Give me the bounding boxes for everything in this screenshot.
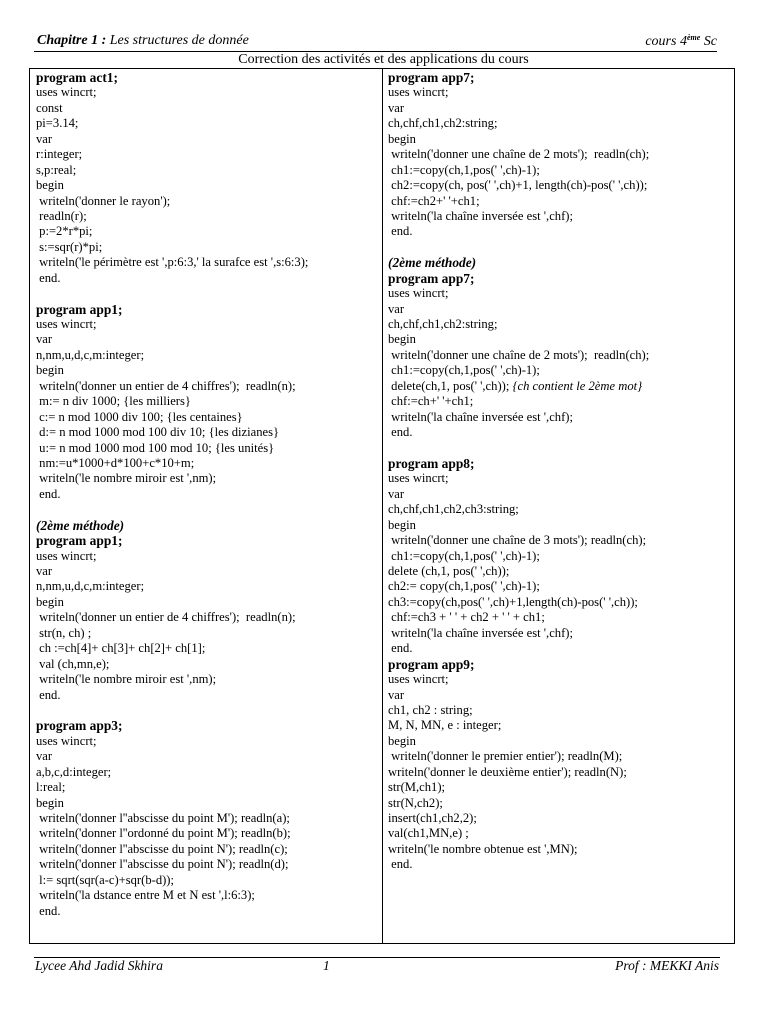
code-line <box>388 209 732 224</box>
code-text: writeln('la chaîne inversée est ',chf); <box>388 409 573 424</box>
code-line <box>388 332 732 347</box>
code-line <box>388 178 732 193</box>
code-text: l:real; <box>36 780 66 795</box>
code-text: uses wincrt; <box>36 548 97 563</box>
code-text: ch1:=copy(ch,1,pos(' ',ch)-1); <box>388 162 540 177</box>
code-block <box>388 70 732 240</box>
code-line <box>36 904 378 919</box>
code-line <box>388 487 732 502</box>
code-text: p:=2*r*pi; <box>36 224 93 239</box>
program-title <box>36 70 378 85</box>
chapter-label: Chapitre 1 : <box>37 33 107 48</box>
code-line <box>36 194 378 209</box>
code-text: nm:=u*1000+d*100+c*10+m; <box>36 455 195 470</box>
code-text: str(M,ch1); <box>388 780 446 795</box>
code-line <box>36 610 378 625</box>
code-block <box>36 518 378 703</box>
method-note <box>36 518 378 533</box>
code-text: s:=sqr(r)*pi; <box>36 239 103 254</box>
code-line <box>388 101 732 116</box>
code-text: begin <box>388 733 416 748</box>
code-text: uses wincrt; <box>36 733 97 748</box>
code-text: writeln('le périmètre est ',p:6:3,' la surafce est ',s:6:3); <box>36 255 309 270</box>
code-line <box>36 394 378 409</box>
code-line <box>36 85 378 100</box>
code-text: uses wincrt; <box>388 286 449 301</box>
code-line <box>36 765 378 780</box>
code-line <box>36 101 378 116</box>
code-text: var <box>36 332 53 347</box>
code-text: ch2:= copy(ch,1,pos(' ',ch)-1); <box>388 579 540 594</box>
code-line <box>388 549 732 564</box>
code-line <box>36 363 378 378</box>
code-text: insert(ch1,ch2,2); <box>388 811 477 825</box>
code-text: end. <box>36 903 61 918</box>
code-text: m:= n div 1000; {les milliers} <box>36 394 191 409</box>
code-text: writeln('donner une chaîne de 2 mots'); readln(ch); <box>388 347 650 362</box>
code-text: delete (ch,1, pos(' ',ch)); <box>388 564 510 578</box>
code-text: n,nm,u,d,c,m:integer; <box>36 579 145 594</box>
code-line <box>36 116 378 131</box>
code-line <box>36 147 378 162</box>
column-divider <box>382 69 383 943</box>
code-line <box>36 857 378 872</box>
code-line <box>36 379 378 394</box>
code-text: writeln('donner le rayon'); <box>36 193 171 208</box>
code-line <box>36 626 378 641</box>
code-line <box>36 317 378 332</box>
code-line <box>388 564 732 579</box>
code-text: program app1; <box>36 533 123 549</box>
code-text: writeln('donner l''abscisse du point N'); readln(c); <box>36 841 288 856</box>
code-text: r:integer; <box>36 147 83 162</box>
code-text: (2ème méthode) <box>36 517 125 533</box>
code-line <box>388 348 732 363</box>
code-line <box>388 317 732 332</box>
code-text: l:= sqrt(sqr(a-c)+sqr(b-d)); <box>36 872 174 887</box>
code-text: var <box>388 486 405 501</box>
code-text: begin <box>36 594 64 609</box>
code-text: begin <box>388 131 416 146</box>
code-text: uses wincrt; <box>36 317 97 331</box>
code-text: a,b,c,d:integer; <box>36 764 112 779</box>
code-line <box>36 888 378 903</box>
code-text: M, N, MN, e : integer; <box>388 718 502 733</box>
code-line <box>36 471 378 486</box>
code-line <box>36 842 378 857</box>
code-table <box>29 68 735 944</box>
code-line <box>36 240 378 255</box>
code-text: chf:=ch3 + ' ' + ch2 + ' ' + ch1; <box>388 610 545 625</box>
code-text: program app8; <box>388 455 475 471</box>
code-text: writeln('donner un entier de 4 chiffres'); readln(n); <box>36 378 296 393</box>
code-line <box>388 796 732 811</box>
code-line <box>36 441 378 456</box>
code-text: writeln('la chaîne inversée est ',chf); <box>388 208 573 223</box>
code-text: end. <box>388 224 413 239</box>
code-text: program app7; <box>388 270 475 286</box>
code-text: chf:=ch+' '+ch1; <box>388 394 474 409</box>
code-text: writeln('le nombre obtenue est ',MN); <box>388 841 578 856</box>
code-line <box>36 410 378 425</box>
code-text: var <box>36 749 53 764</box>
code-line <box>388 379 732 394</box>
program-title <box>36 718 378 733</box>
code-text: writeln('le nombre miroir est ',nm); <box>36 672 217 687</box>
code-block <box>36 718 378 919</box>
code-text: var <box>388 301 405 316</box>
code-line <box>388 672 732 687</box>
code-text: pi=3.14; <box>36 116 79 131</box>
code-line <box>388 688 732 703</box>
code-line <box>36 672 378 687</box>
code-line <box>36 873 378 888</box>
code-line <box>388 780 732 795</box>
code-line <box>388 610 732 625</box>
code-text: val(ch1,MN,e) ; <box>388 826 469 841</box>
code-line <box>388 718 732 733</box>
code-text: begin <box>388 332 416 347</box>
code-line <box>388 579 732 594</box>
code-text: program app7; <box>388 70 475 85</box>
code-text: ch,chf,ch1,ch2:string; <box>388 317 498 331</box>
code-text: uses wincrt; <box>388 471 449 486</box>
code-text: var <box>36 564 53 578</box>
code-line <box>36 657 378 672</box>
code-text: writeln('donner le premier entier'); readln(M); <box>388 749 623 764</box>
code-text: begin <box>36 178 64 193</box>
code-text: uses wincrt; <box>388 672 449 687</box>
code-text: writeln('donner l''ordonné du point M'); readln(b); <box>36 826 291 841</box>
chapter-heading <box>37 33 249 49</box>
code-text: writeln('donner un entier de 4 chiffres'); readln(n); <box>36 610 296 625</box>
code-text: ch1, ch2 : string; <box>388 702 473 717</box>
code-line <box>388 765 732 780</box>
code-text: writeln('donner une chaîne de 2 mots'); readln(ch); <box>388 147 650 162</box>
program-title <box>36 533 378 548</box>
course-level <box>645 33 717 50</box>
code-text: end. <box>388 425 413 440</box>
code-line <box>388 425 732 440</box>
code-text: d:= n mod 1000 mod 100 div 10; {les dizianes} <box>36 425 280 440</box>
code-text: ch2:=copy(ch, pos(' ',ch)+1, length(ch)-pos(' ',ch)); <box>388 178 648 193</box>
code-line <box>388 826 732 841</box>
code-line <box>36 688 378 703</box>
code-line <box>388 194 732 209</box>
left-column <box>36 70 378 935</box>
chapter-title: Les structures de donnée <box>109 33 249 48</box>
code-line <box>36 224 378 239</box>
code-text: end. <box>36 486 61 501</box>
code-line <box>36 641 378 656</box>
code-text: ch,chf,ch1,ch2,ch3:string; <box>388 502 519 517</box>
code-text: ch :=ch[4]+ ch[3]+ ch[2]+ ch[1]; <box>36 641 206 656</box>
code-line <box>388 811 732 826</box>
code-text: n,nm,u,d,c,m:integer; <box>36 347 145 362</box>
code-text: begin <box>36 363 64 378</box>
code-line <box>36 826 378 841</box>
code-line <box>388 163 732 178</box>
code-line <box>388 749 732 764</box>
code-comment: {ch contient le 2ème mot} <box>512 378 643 393</box>
code-line <box>388 641 732 656</box>
school-name: Lycee Ahd Jadid Skhira <box>35 958 163 973</box>
code-text: writeln('la dstance entre M et N est ',l:6:3); <box>36 888 255 903</box>
code-line <box>36 425 378 440</box>
code-line <box>388 286 732 301</box>
course-label: cours 4 <box>645 34 687 49</box>
code-text: var <box>36 131 53 146</box>
code-line <box>388 518 732 533</box>
code-line <box>388 85 732 100</box>
program-title <box>36 302 378 317</box>
program-title <box>388 271 732 286</box>
code-text: ch1:=copy(ch,1,pos(' ',ch)-1); <box>388 548 540 563</box>
page-subtitle: Correction des activités et des applications du cours <box>238 52 529 67</box>
code-text: u:= n mod 1000 mod 100 mod 10; {les unités} <box>36 440 275 455</box>
code-line <box>36 595 378 610</box>
code-line <box>36 178 378 193</box>
code-text: ch1:=copy(ch,1,pos(' ',ch)-1); <box>388 363 540 378</box>
code-text: (2ème méthode) <box>388 255 477 271</box>
code-line <box>388 502 732 517</box>
code-line <box>388 703 732 718</box>
code-text: str(n, ch) ; <box>36 625 92 640</box>
code-text: val (ch,mn,e); <box>36 656 110 671</box>
code-text: ch,chf,ch1,ch2:string; <box>388 116 498 131</box>
code-text: program app9; <box>388 656 475 672</box>
code-text: c:= n mod 1000 div 100; {les centaines} <box>36 409 243 424</box>
code-text: program act1; <box>36 70 118 85</box>
program-title <box>388 456 732 471</box>
code-line <box>36 348 378 363</box>
code-line <box>36 132 378 147</box>
code-text: delete(ch,1, pos(' ',ch)); <box>388 378 513 393</box>
code-text: var <box>388 687 405 702</box>
code-line <box>388 147 732 162</box>
code-line <box>36 734 378 749</box>
code-line <box>36 255 378 270</box>
code-line <box>36 564 378 579</box>
code-line <box>36 332 378 347</box>
code-text: program app3; <box>36 718 123 734</box>
code-line <box>36 579 378 594</box>
code-text: var <box>388 100 405 115</box>
code-line <box>36 163 378 178</box>
code-text: uses wincrt; <box>388 85 449 100</box>
code-line <box>388 626 732 641</box>
code-line <box>388 857 732 872</box>
code-line <box>36 780 378 795</box>
code-block <box>388 255 732 440</box>
code-line <box>388 394 732 409</box>
code-text: end. <box>36 687 61 702</box>
code-text: uses wincrt; <box>36 85 97 100</box>
code-line <box>388 116 732 131</box>
code-text: end. <box>388 641 413 656</box>
code-line <box>388 734 732 749</box>
code-line <box>388 410 732 425</box>
page-number: 1 <box>323 958 330 973</box>
code-line <box>388 595 732 610</box>
code-line <box>36 209 378 224</box>
code-line <box>36 811 378 826</box>
code-line <box>388 363 732 378</box>
code-text: begin <box>388 517 416 532</box>
code-line <box>388 132 732 147</box>
method-note <box>388 255 732 270</box>
code-block <box>388 456 732 873</box>
code-text: chf:=ch2+' '+ch1; <box>388 193 480 208</box>
code-line <box>36 549 378 564</box>
code-text: writeln('donner le deuxième entier'); readln(N); <box>388 764 627 779</box>
code-text: program app1; <box>36 301 123 317</box>
code-line <box>36 487 378 502</box>
course-superscript: ème <box>686 33 701 42</box>
code-text: writeln('la chaîne inversée est ',chf); <box>388 625 573 640</box>
course-suffix: Sc <box>703 34 717 49</box>
code-block <box>36 70 378 286</box>
code-line <box>388 471 732 486</box>
code-text: writeln('donner l''abscisse du point M'); readln(a); <box>36 811 290 825</box>
code-text: begin <box>36 795 64 810</box>
code-line <box>36 271 378 286</box>
code-text: readln(r); <box>36 208 87 223</box>
code-text: writeln('donner une chaîne de 3 mots'); readln(ch); <box>388 533 647 548</box>
code-text: writeln('le nombre miroir est ',nm); <box>36 471 217 486</box>
program-title <box>388 657 732 672</box>
code-line <box>388 533 732 548</box>
page-header <box>37 33 717 51</box>
code-text: writeln('donner l''abscisse du point N'); readln(d); <box>36 857 289 872</box>
code-line <box>36 796 378 811</box>
code-line <box>388 842 732 857</box>
code-text: end. <box>36 270 61 285</box>
code-line <box>36 749 378 764</box>
code-text: ch3:=copy(ch,pos(' ',ch)+1,length(ch)-pos(' ',ch)); <box>388 594 638 609</box>
author-name: Prof : MEKKI Anis <box>615 958 719 973</box>
code-text: const <box>36 100 63 115</box>
code-line <box>388 224 732 239</box>
code-block <box>36 302 378 503</box>
code-text: str(N,ch2); <box>388 795 443 810</box>
code-text: s,p:real; <box>36 162 77 177</box>
program-title <box>388 70 732 85</box>
code-text: end. <box>388 857 413 872</box>
right-column <box>388 70 732 888</box>
code-line <box>36 456 378 471</box>
code-line <box>388 302 732 317</box>
